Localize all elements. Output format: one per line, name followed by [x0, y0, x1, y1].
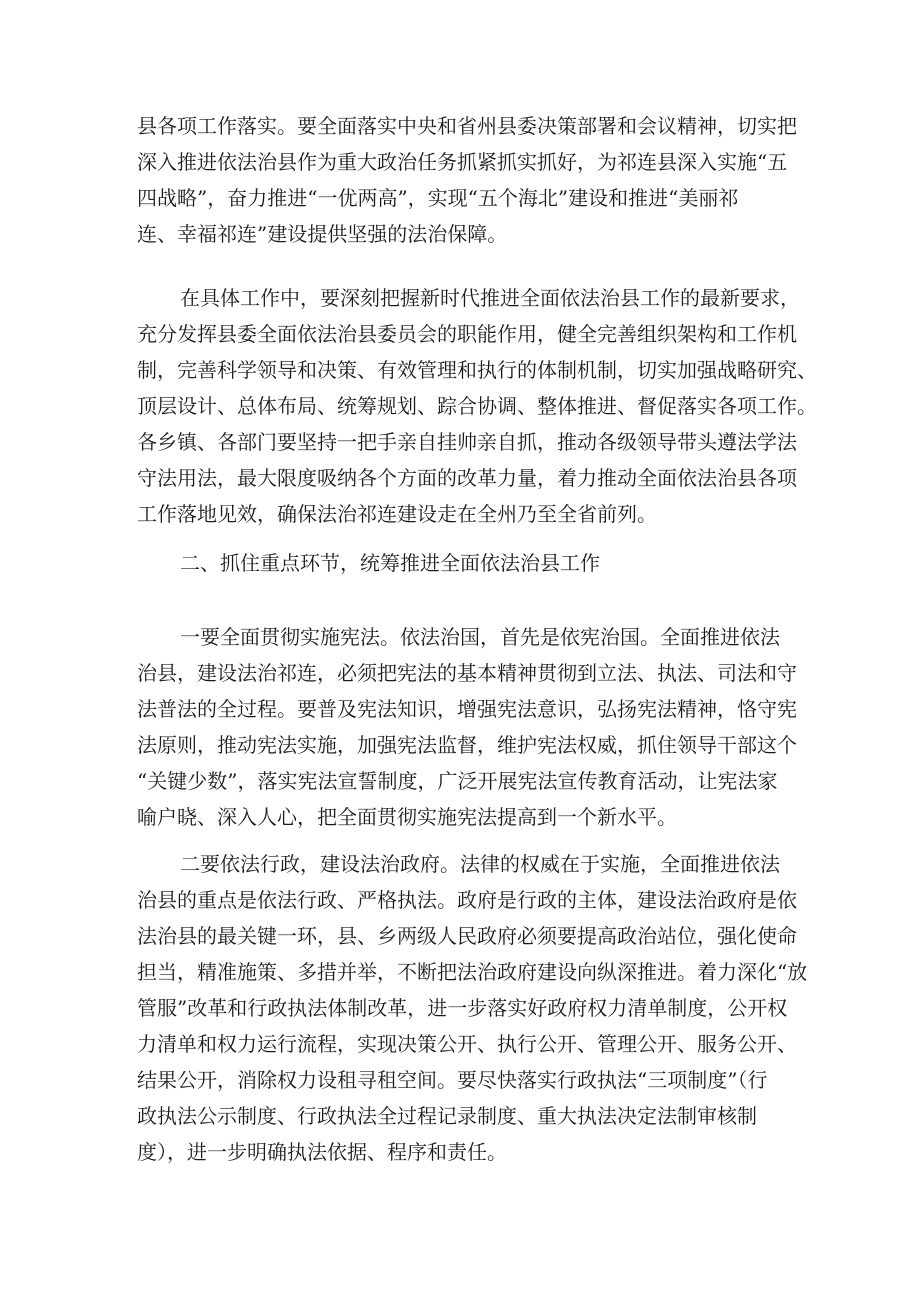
paragraph-line: 守法用法，最大限度吸纳各个方面的改革力量，着力推动全面依法治县各项	[137, 466, 797, 490]
paragraph-line: 二要依法行政，建设法治政府。法律的权威在于实施，全面推进依法	[180, 852, 780, 876]
paragraph-line: 治县，建设法治祁连，必须把宪法的基本精神贯彻到立法、执法、司法和守	[137, 661, 797, 685]
paragraph-line: “关键少数”，落实宪法宣誓制度，广泛开展宪法宣传教育活动，让宪法家	[137, 769, 778, 793]
paragraph-law-based-government	[137, 846, 808, 1170]
paragraph-line: 结果公开，消除权力设租寻租空间。要尽快落实行政执法“三项制度”（行	[137, 1068, 768, 1092]
paragraph-line: 顶层设计、总体布局、统筹规划、踪合协调、整体推进、督促落实各项工作。	[137, 394, 817, 418]
paragraph-line: 担当，精准施策、多措并举，不断把法治政府建设向纵深推进。着力深化“放	[137, 960, 808, 984]
paragraph-line: 四战略”，奋力推进“一优两高”，实现“五个海北”建设和推进“美丽祁	[137, 186, 739, 210]
section-heading-text: 二、抓住重点环节，统筹推进全面依法治县工作	[180, 551, 600, 575]
paragraph-line: 各乡镇、各部门要坚持一把手亲自挂帅亲自抓，推动各级领导带头遵法学法	[137, 430, 797, 454]
paragraph-line: 治县的重点是依法行政、严格执法。政府是行政的主体，建设法治政府是依	[137, 888, 797, 912]
paragraph-line: 连、幸福祁连”建设提供坚强的法治保障。	[137, 222, 508, 246]
paragraph-line: 深入推进依法治县作为重大政治任务抓紧抓实抓好，为祁连县深入实施“五	[137, 150, 788, 174]
paragraph-line: 在具体工作中，要深刻把握新时代推进全面依法治县工作的最新要求，	[180, 286, 800, 310]
paragraph-continuation	[137, 108, 797, 252]
paragraph-line: 管服”改革和行政执法体制改革，进一步落实好政府权力清单制度，公开权	[137, 996, 788, 1020]
paragraph-line: 法普法的全过程。要普及宪法知识，增强宪法意识，弘扬宪法精神，恪守宪	[137, 697, 797, 721]
paragraph-line: 法治县的最关键一环，县、乡两级人民政府必须要提高政治站位，强化使命	[137, 924, 797, 948]
paragraph-line: 制，完善科学领导和决策、有效管理和执行的体制机制，切实加强战略研究、	[137, 358, 817, 382]
paragraph-line: 政执法公示制度、行政执法全过程记录制度、重大执法决定法制审核制	[137, 1104, 757, 1128]
paragraph-line: 县各项工作落实。要全面落实中央和省州县委决策部署和会议精神，切实把	[137, 114, 797, 138]
paragraph-line: 一要全面贯彻实施宪法。依法治国，首先是依宪治国。全面推进依法	[180, 625, 780, 649]
paragraph-line: 喻户晓、深入人心，把全面贯彻实施宪法提高到一个新水平。	[137, 805, 677, 829]
paragraph-work-requirements	[137, 280, 817, 532]
paragraph-constitution	[137, 619, 797, 835]
paragraph-line: 力清单和权力运行流程，实现决策公开、执行公开、管理公开、服务公开、	[137, 1032, 797, 1056]
paragraph-line: 充分发挥县委全面依法治县委员会的职能作用，健全完善组织架构和工作机	[137, 322, 797, 346]
paragraph-line: 工作落地见效，确保法治祁连建设走在全州乃至全省前列。	[137, 502, 657, 526]
section-heading	[137, 545, 797, 581]
paragraph-line: 度），进一步明确执法依据、程序和责任。	[137, 1140, 507, 1164]
paragraph-line: 法原则，推动宪法实施，加强宪法监督，维护宪法权威，抓住领导干部这个	[137, 733, 797, 757]
